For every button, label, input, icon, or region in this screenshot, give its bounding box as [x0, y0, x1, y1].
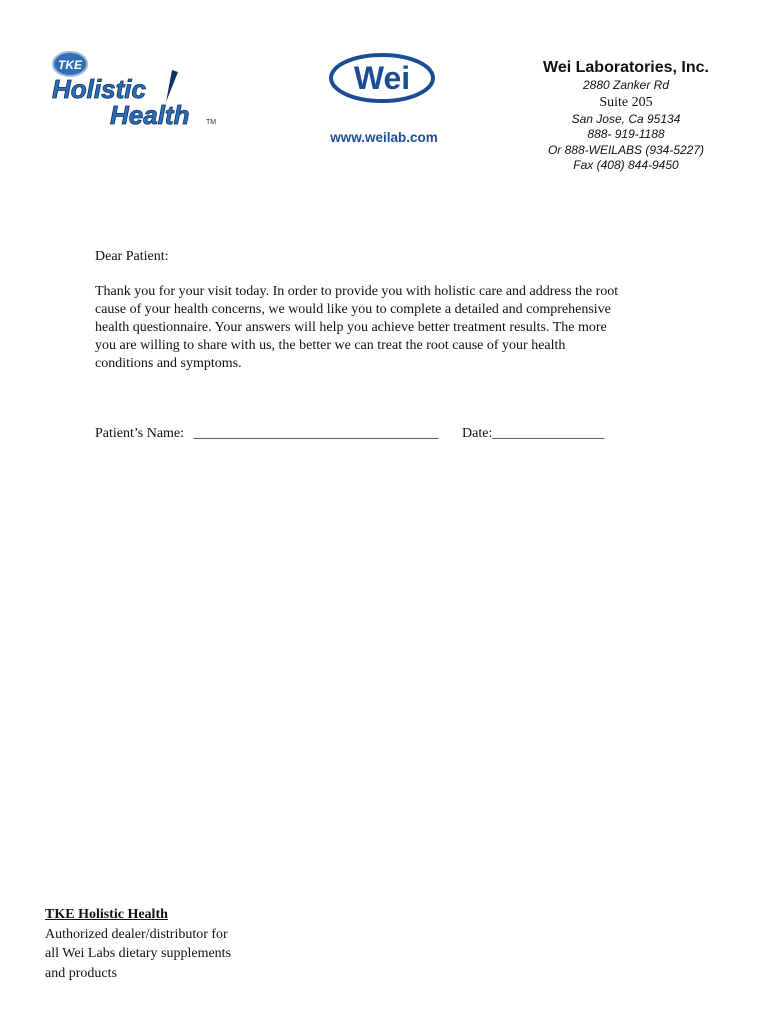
company-address-block: [520, 58, 732, 174]
phone: 888- 919-1188: [587, 127, 665, 141]
body-line: Thank you for your visit today. In order to provide you with holistic care and address the root: [95, 284, 619, 299]
tke-logo-line2: Health: [110, 100, 190, 130]
footer-title: TKE Holistic Health: [45, 907, 168, 922]
body-paragraph: [95, 283, 685, 373]
company-name: Wei Laboratories, Inc.: [543, 59, 709, 76]
footer-line: and products: [45, 965, 117, 981]
footer-line: Authorized dealer/distributor for: [45, 926, 228, 942]
street-address: 2880 Zanker Rd: [582, 78, 670, 92]
city-state-zip: San Jose, Ca 95134: [571, 111, 681, 126]
body-line: cause of your health concerns, we would like you to complete a detailed and comprehensive: [95, 302, 611, 317]
body-line: conditions and symptoms.: [95, 356, 242, 371]
patient-name-field[interactable]: ___________________________________: [193, 426, 439, 441]
suite: Suite 205: [599, 94, 653, 110]
tke-badge-text: TKE: [58, 58, 82, 72]
letter-body: [95, 248, 685, 373]
footer-line: all Wei Labs dietary supplements: [45, 946, 232, 961]
tke-logo-tm: TM: [206, 119, 217, 126]
website-link[interactable]: www.weilab.com: [330, 130, 438, 145]
tke-holistic-health-logo: [48, 48, 220, 130]
body-line: health questionnaire. Your answers will help you achieve better treatment results. The more: [95, 320, 607, 335]
wei-logo: [328, 52, 436, 104]
salutation: Dear Patient:: [95, 249, 169, 264]
date-label: Date:: [462, 426, 493, 441]
body-line: you are willing to share with us, the better we can treat the root cause of your health: [95, 338, 566, 353]
patient-name-label: Patient’s Name:: [95, 426, 185, 441]
footer-block: [45, 905, 275, 983]
patient-info-row: [95, 426, 604, 442]
date-field[interactable]: ________________: [492, 426, 605, 441]
phone-alt: Or 888-WEILABS (934-5227): [547, 142, 705, 157]
swoosh-icon: [166, 70, 178, 102]
tke-logo-line1: Holistic: [52, 74, 146, 104]
wei-logo-text: Wei: [353, 60, 411, 96]
fax: Fax (408) 844-9450: [573, 158, 679, 172]
